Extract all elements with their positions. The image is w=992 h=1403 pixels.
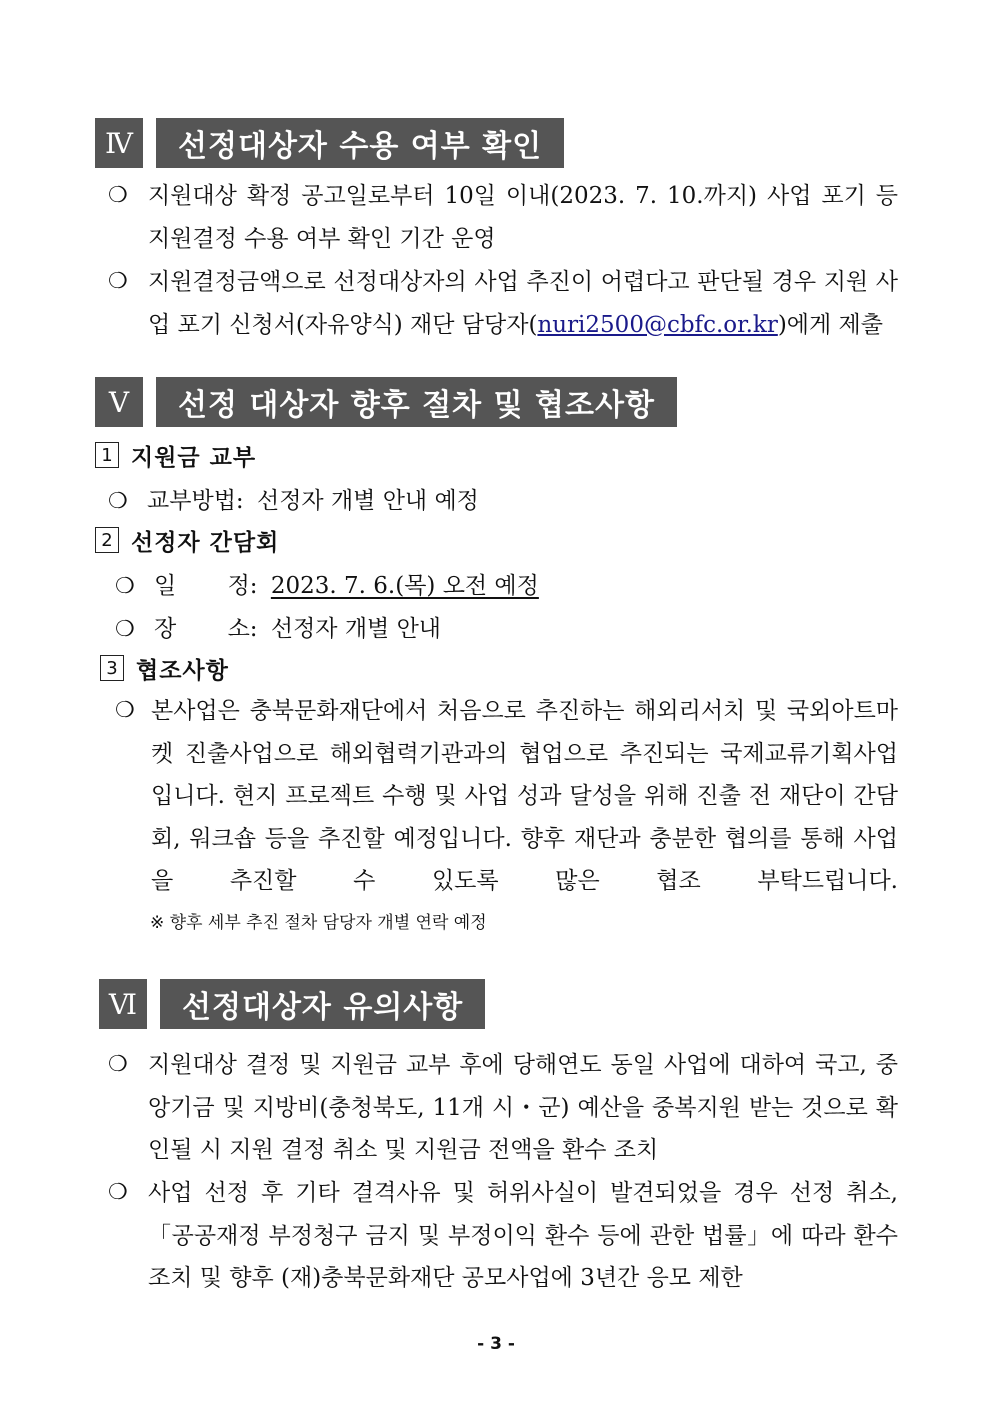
cooperation-note: ※ 향후 세부 추진 절차 담당자 개별 연락 예정 — [150, 913, 487, 933]
section-6-item-2 — [108, 1172, 898, 1300]
circle-bullet-icon: ❍ — [115, 574, 135, 599]
meeting-date-row — [115, 567, 539, 600]
section-4-item-1 — [108, 175, 898, 260]
subsection-2-title: 선정자 간담회 — [131, 529, 280, 556]
meeting-date-label-2: 정: — [227, 573, 258, 599]
meeting-place-value: 선정자 개별 안내 — [270, 616, 442, 642]
section-4-item-1-text: 지원대상 확정 공고일로부터 10일 이내(2023. 7. 10.까지) 사업 포기 등 지원결정 수용 여부 확인 기간 운영 — [148, 183, 898, 252]
circle-bullet-icon: ❍ — [108, 1052, 128, 1077]
subsection-3-title: 협조사항 — [136, 657, 229, 684]
circle-bullet-icon: ❍ — [115, 698, 135, 723]
section-4-title: 선정대상자 수용 여부 확인 — [156, 118, 564, 168]
meeting-date-value: 2023. 7. 6.(목) 오전 예정 — [270, 573, 539, 599]
circle-bullet-icon: ❍ — [115, 617, 135, 642]
section-6-number: Ⅵ — [99, 979, 147, 1029]
circle-bullet-icon: ❍ — [108, 1180, 128, 1205]
subsection-1-heading — [95, 438, 256, 472]
meeting-place-label: 장 — [154, 616, 177, 642]
meeting-date-label: 일 — [154, 573, 177, 599]
meeting-place-row — [115, 610, 441, 643]
circle-bullet-icon: ❍ — [108, 183, 128, 208]
section-5-title: 선정 대상자 향후 절차 및 협조사항 — [156, 377, 677, 427]
circle-bullet-icon: ❍ — [108, 269, 128, 294]
section-4-item-2-text-before: 지원결정금액으로 선정대상자의 사업 추진이 어렵다고 판단될 경우 지원 사업 포기 신청서(자유양식) 재단 담당자( — [148, 269, 898, 338]
subsection-3-heading — [100, 651, 229, 685]
section-4-item-2-text-after: )에게 제출 — [777, 311, 883, 338]
section-6-item-1 — [108, 1044, 898, 1172]
page-number: - 3 - — [477, 1334, 515, 1354]
contact-email-link[interactable]: nuri2500@cbfc.or.kr — [537, 311, 778, 338]
subsection-2-number: 2 — [95, 527, 119, 553]
meeting-place-label-2: 소: — [227, 616, 258, 642]
section-6-header — [99, 979, 485, 1029]
subsection-2-heading — [95, 523, 279, 557]
section-4-header — [95, 118, 564, 168]
section-6-title: 선정대상자 유의사항 — [160, 979, 485, 1029]
section-6-item-2-text: 사업 선정 후 기타 결격사유 및 허위사실이 발견되었을 경우 선정 취소, 「공공재정 부정청구 금지 및 부정이익 환수 등에 관한 법률」에 따라 환수 조치 및 향후 (재)충북문화재단 공모사업에 3년간 응모 제한 — [148, 1180, 898, 1291]
section-5-number: Ⅴ — [95, 377, 143, 427]
payment-method-value: 선정자 개별 안내 예정 — [256, 488, 479, 514]
section-4-item-2 — [108, 261, 898, 346]
section-6-item-1-text: 지원대상 결정 및 지원금 교부 후에 당해연도 동일 사업에 대하여 국고, 중앙기금 및 지방비(충청북도, 11개 시・군) 예산을 중복지원 받는 것으로 확인될 시 지원 결정 취소 및 지원금 전액을 환수 조치 — [148, 1052, 898, 1163]
section-4-number: Ⅳ — [95, 118, 143, 168]
subsection-1-number: 1 — [95, 442, 119, 468]
section-5-header — [95, 377, 677, 427]
section-4-item-2-text — [148, 261, 898, 346]
subsection-1-item-1 — [108, 482, 479, 515]
subsection-3-number: 3 — [100, 655, 124, 681]
subsection-3-item-1 — [115, 690, 898, 903]
cooperation-text: 본사업은 충북문화재단에서 처음으로 추진하는 해외리서치 및 국외아트마켓 진출사업으로 해외협력기관과의 협업으로 추진되는 국제교류기획사업입니다. 현지 프로젝트 수행 및 사업 성과 달성을 위해 진출 전 재단이 간담회, 워크숍 등을 추진할 예정입니다. 향후 재단과 충분한 협의를 통해 사업을 추진할 수 있도록 많은 협조 부탁드립니다. — [151, 698, 898, 894]
circle-bullet-icon: ❍ — [108, 489, 128, 514]
payment-method-label: 교부방법: — [147, 488, 244, 514]
subsection-1-title: 지원금 교부 — [131, 444, 257, 471]
